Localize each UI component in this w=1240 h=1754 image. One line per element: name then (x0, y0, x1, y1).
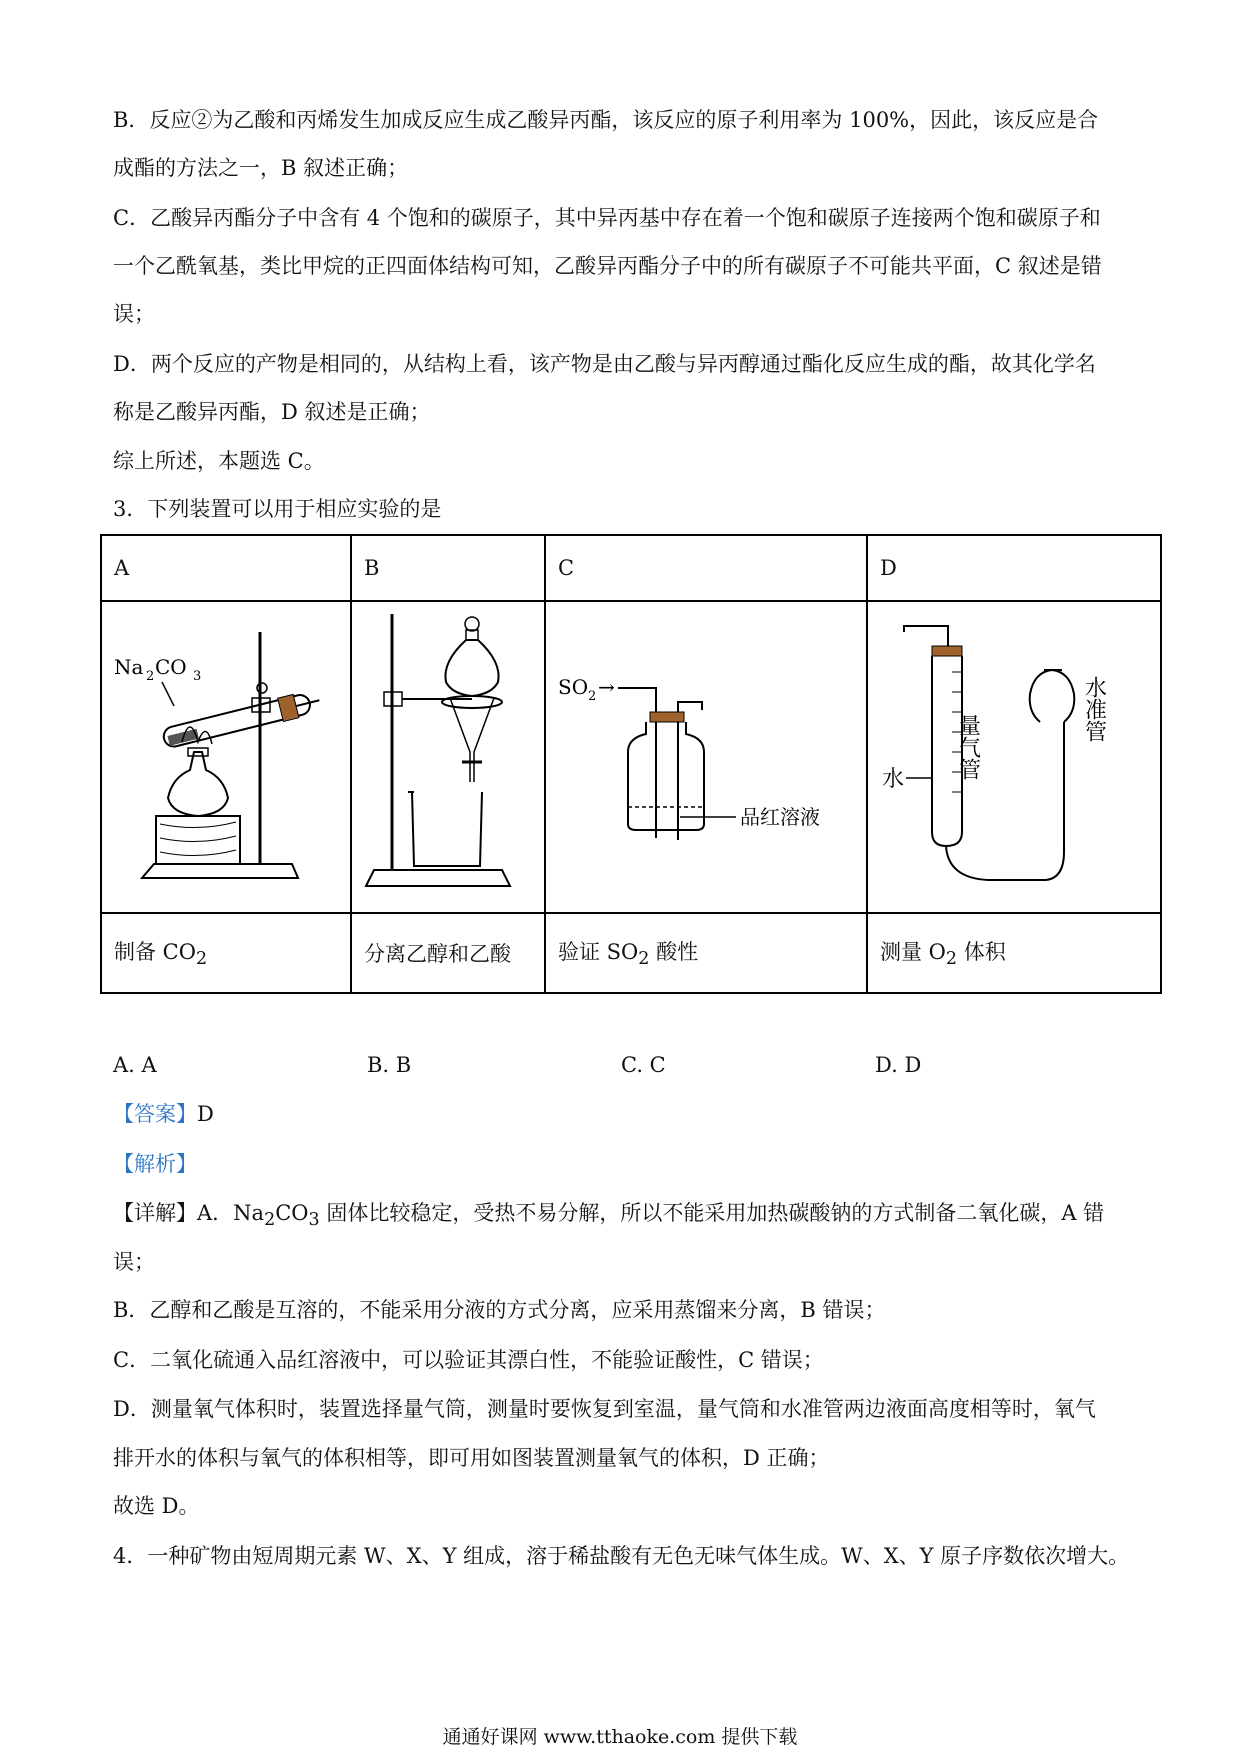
svg-text:3: 3 (193, 669, 202, 684)
text-line-8: 综上所述，本题选 C。 (113, 449, 325, 473)
figure-a-drawing (102, 602, 350, 912)
text-line-2: 成酯的方法之一，B 叙述正确； (113, 156, 409, 180)
figure-a-heating-apparatus (101, 601, 351, 913)
text-line-1: B．反应②为乙酸和丙烯发生加成反应生成乙酸异丙酯，该反应的原子利用率为 100%，因此，该反应是合 (113, 108, 1099, 132)
caption-c: 验证 $SO_2$ 酸性 (545, 913, 867, 993)
figure-b-drawing (352, 602, 532, 912)
option-b: B. B (367, 1053, 412, 1077)
text-line-7: 称是乙酸异丙酯，D 叙述是正确； (113, 400, 431, 424)
caption-d: 测量 $O_2$ 体积 (867, 913, 1161, 993)
answer-value: D (197, 1102, 214, 1126)
header-b: B (351, 535, 545, 601)
text-line-3: C．乙酸异丙酯分子中含有 4 个饱和的碳原子，其中异丙基中存在着一个饱和碳原子连接两个饱和碳原子和 (113, 206, 1101, 230)
detail-line-4: C．二氧化硫通入品红溶液中，可以验证其漂白性，不能验证酸性，C 错误； (113, 1348, 824, 1372)
detail-line-5: D．测量氧气体积时，装置选择量气筒，测量时要恢复到室温，量气筒和水准管两边液面高度相等时，氧气 (113, 1397, 1096, 1421)
page-footer: 通通好课网 www.tthaoke.com 提供下载 (442, 1726, 798, 1748)
option-d: D. D (875, 1053, 922, 1077)
figure-d-drawing (868, 602, 1148, 912)
figure-c-label-so2: SO (558, 675, 589, 699)
answer-line (113, 1102, 1133, 1126)
question-4-stem: 4．一种矿物由短周期元素 W、X、Y 组成，溶于稀盐酸有无色无味气体生成。W、X、Y 原子序数依次增大。 (113, 1544, 1130, 1568)
figure-d-label-leveling-tube: 水准管 (1081, 676, 1107, 742)
svg-text:2: 2 (588, 689, 597, 704)
detail-line-1: 【详解】A．$Na_2CO_3$ 固体比较稳定，受热不易分解，所以不能采用加热碳酸钠的方式制备二氧化碳，A 错 (113, 1201, 1105, 1231)
option-c: C. C (621, 1053, 666, 1077)
detail-line-6: 排开水的体积与氧气的体积相等，即可用如图装置测量氧气的体积，D 正确； (113, 1446, 830, 1470)
text-line-4: 一个乙酰氧基，类比甲烷的正四面体结构可知，乙酸异丙酯分子中的所有碳原子不可能共平面，C 叙述是错 (113, 254, 1102, 278)
figure-d-gas-burette (867, 601, 1161, 913)
text-line-6: D．两个反应的产物是相同的，从结构上看，该产物是由乙酸与异丙醇通过酯化反应生成的酯，故其化学名 (113, 352, 1096, 376)
figure-c-drawing (546, 602, 854, 912)
detail-line-3: B．乙醇和乙酸是互溶的，不能采用分液的方式分离，应采用蒸馏来分离，B 错误； (113, 1298, 886, 1322)
caption-a: 制备 $CO_2$ (101, 913, 351, 993)
option-a: A. A (113, 1053, 157, 1077)
svg-text:2: 2 (146, 669, 155, 684)
apparatus-table (100, 534, 1162, 994)
detail-line-7: 故选 D。 (113, 1494, 200, 1518)
caption-b: 分离乙醇和乙酸 (351, 913, 545, 993)
svg-text:→: → (598, 675, 615, 699)
figure-c-label-liquid: 品红溶液 (740, 805, 820, 829)
text-line-5: 误； (113, 302, 155, 326)
detail-line-2: 误； (113, 1250, 155, 1274)
svg-text:CO: CO (155, 655, 187, 679)
header-c: C (545, 535, 867, 601)
figure-b-separatory-funnel (351, 601, 545, 913)
header-a: A (101, 535, 351, 601)
figure-d-label-water: 水 (882, 767, 905, 792)
figure-a-label-na: Na (114, 655, 144, 679)
figure-c-wash-bottle (545, 601, 867, 913)
analysis-label: 【解析】 (113, 1152, 197, 1176)
figure-d-label-burette: 量气管 (955, 714, 981, 780)
header-d: D (867, 535, 1161, 601)
question-3-stem: 3．下列装置可以用于相应实验的是 (113, 497, 442, 521)
answer-label: 【答案】 (113, 1102, 197, 1126)
